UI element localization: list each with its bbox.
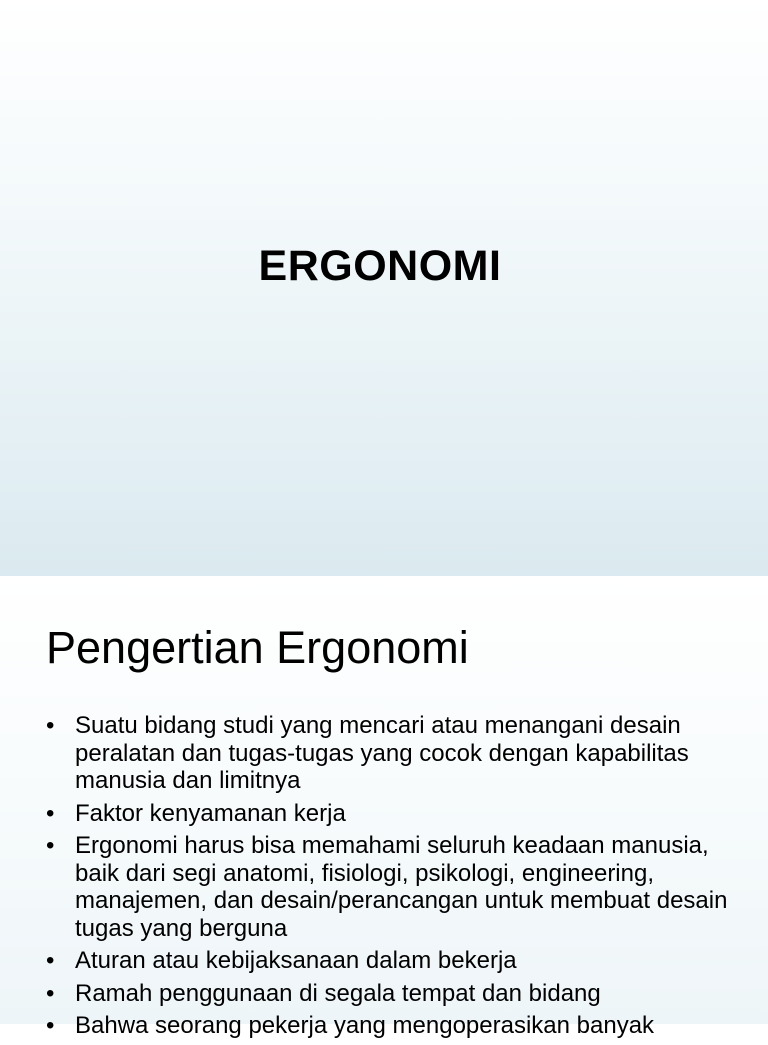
bullet-icon: •: [46, 832, 55, 859]
bullet-item: [46, 980, 746, 1008]
bullet-text: Ergonomi harus bisa memahami seluruh keadaan manusia, baik dari segi anatomi, fisiologi, psikologi, engineering, manajemen, dan desain/perancangan untuk membuat desain tugas yang berguna: [75, 832, 728, 942]
slide-heading: Pengertian Ergonomi: [46, 622, 469, 673]
bullet-item: [46, 947, 746, 975]
bullet-text: Suatu bidang studi yang mencari atau menangani desain peralatan dan tugas-tugas yang cocok dengan kapabilitas manusia dan limitnya: [75, 712, 689, 794]
bullet-icon: •: [46, 979, 55, 1007]
bullet-item: [46, 800, 746, 828]
slide-title: ERGONOMI: [258, 242, 502, 290]
bullet-item: [46, 712, 746, 795]
bullet-text: Aturan atau kebijaksanaan dalam bekerja: [75, 947, 517, 974]
bullet-icon: •: [46, 799, 55, 827]
bullet-icon: •: [46, 947, 55, 974]
bullet-text: Faktor kenyamanan kerja: [75, 799, 346, 827]
bullet-text: Bahwa seorang pekerja yang mengoperasikan banyak: [75, 1012, 655, 1039]
bullet-icon: •: [46, 712, 55, 739]
content-slide: [0, 576, 768, 1039]
bullet-item: [46, 1012, 746, 1040]
bullet-list: [46, 712, 746, 1045]
bullet-icon: •: [46, 1012, 55, 1039]
bullet-item: [46, 832, 746, 942]
bullet-text: Ramah penggunaan di segala tempat dan bidang: [75, 979, 601, 1007]
